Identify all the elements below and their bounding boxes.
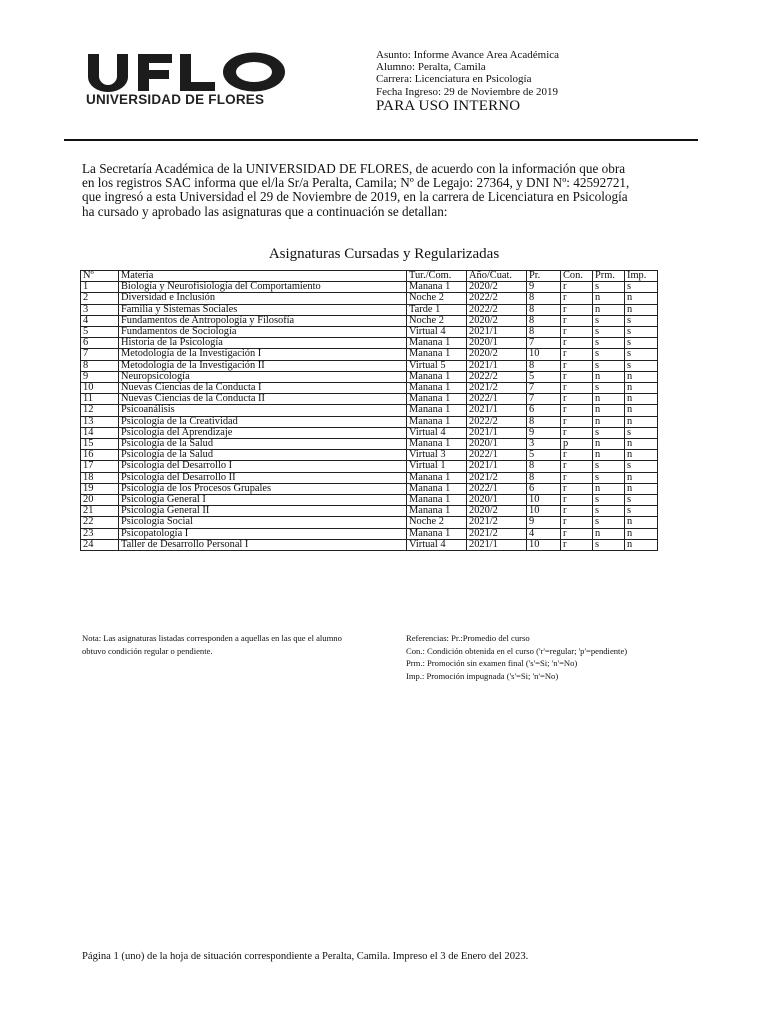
table-cell: 9 [527, 517, 561, 528]
table-cell: r [561, 371, 593, 382]
table-cell: 16 [81, 450, 119, 461]
table-cell: n [625, 383, 658, 394]
table-cell: 2020/2 [467, 282, 527, 293]
table-cell: Virtual 4 [407, 539, 467, 550]
table-cell: r [561, 517, 593, 528]
table-cell: 3 [527, 439, 561, 450]
fecha-ingreso-line: Fecha Ingreso: 29 de Noviembre de 2019 [376, 85, 559, 98]
table-cell: Metodología de la Investigación I [119, 349, 407, 360]
column-header: Prm. [593, 271, 625, 282]
table-cell: 10 [527, 349, 561, 360]
table-cell: 2021/1 [467, 427, 527, 438]
table-cell: Manana 1 [407, 349, 467, 360]
table-row [81, 327, 658, 338]
intro-line-3: que ingresó a esta Universidad el 29 de Noviembre de 2019, en la carrera de Licenciatura en Psicología [82, 189, 628, 205]
table-cell: Virtual 3 [407, 450, 467, 461]
table-cell: n [625, 304, 658, 315]
table-cell: s [625, 360, 658, 371]
table-cell: Manana 1 [407, 338, 467, 349]
table-row [81, 349, 658, 360]
table-cell: 7 [527, 338, 561, 349]
table-cell: Diversidad e Inclusión [119, 293, 407, 304]
table-cell: 9 [81, 371, 119, 382]
table-cell: s [625, 461, 658, 472]
table-cell: s [593, 461, 625, 472]
reference-pr: Referencias: Pr.:Promedio del curso [406, 633, 530, 643]
table-cell: Manana 1 [407, 405, 467, 416]
table-cell: 22 [81, 517, 119, 528]
table-cell: s [593, 360, 625, 371]
table-cell: n [593, 405, 625, 416]
table-cell: r [561, 495, 593, 506]
table-cell: 20 [81, 495, 119, 506]
table-cell: 8 [527, 315, 561, 326]
table-cell: n [593, 394, 625, 405]
table-cell: s [625, 282, 658, 293]
table-cell: 15 [81, 439, 119, 450]
table-cell: 23 [81, 528, 119, 539]
table-cell: s [593, 517, 625, 528]
table-cell: 2021/2 [467, 517, 527, 528]
reference-con: Con.: Condición obtenida en el curso ('r'=regular; 'p'=pendiente) [406, 645, 628, 656]
table-cell: 2022/2 [467, 304, 527, 315]
table-cell: Psicología de la Creatividad [119, 416, 407, 427]
note-line-1: Nota: Las asignaturas listadas corresponden a aquellas en las que el alumno [82, 633, 342, 643]
table-cell: Psicología del Desarrollo I [119, 461, 407, 472]
table-cell: Virtual 4 [407, 427, 467, 438]
table-cell: s [625, 315, 658, 326]
table-cell: s [593, 495, 625, 506]
table-cell: n [625, 416, 658, 427]
university-logo [86, 52, 292, 107]
table-cell: 18 [81, 472, 119, 483]
table-row [81, 517, 658, 528]
table-cell: 2021/1 [467, 405, 527, 416]
table-row [81, 282, 658, 293]
table-cell: s [625, 495, 658, 506]
table-cell: n [625, 528, 658, 539]
table-cell: r [561, 383, 593, 394]
table-cell: n [625, 405, 658, 416]
table-cell: 9 [527, 427, 561, 438]
reference-imp: Imp.: Promoción impugnada ('s'=Si; 'n'=No) [406, 670, 559, 681]
table-cell: r [561, 282, 593, 293]
intro-paragraph [82, 162, 722, 219]
table-cell: Psicología de la Salud [119, 450, 407, 461]
table-cell: Manana 1 [407, 483, 467, 494]
table-cell: Virtual 5 [407, 360, 467, 371]
table-cell: 2020/2 [467, 506, 527, 517]
table-cell: n [625, 439, 658, 450]
table-cell: Psicología del Aprendizaje [119, 427, 407, 438]
table-cell: 11 [81, 394, 119, 405]
table-cell: s [593, 338, 625, 349]
table-cell: 2022/2 [467, 293, 527, 304]
note-line-2: obtuvo condición regular o pendiente. [82, 646, 213, 656]
table-cell: n [593, 416, 625, 427]
table-row [81, 461, 658, 472]
table-cell: 6 [527, 483, 561, 494]
table-cell: 8 [81, 360, 119, 371]
report-metadata [376, 49, 559, 98]
table-cell: 12 [81, 405, 119, 416]
table-cell: n [625, 539, 658, 550]
table-cell: s [625, 349, 658, 360]
carrera-line: Carrera: Licenciatura en Psicología [376, 73, 532, 86]
logo-subtitle: UNIVERSIDAD DE FLORES [86, 92, 265, 107]
table-cell: r [561, 506, 593, 517]
table-cell: r [561, 293, 593, 304]
uflo-wordmark-logo [86, 52, 292, 92]
table-cell: Noche 2 [407, 517, 467, 528]
table-cell: r [561, 472, 593, 483]
table-cell: n [593, 293, 625, 304]
table-cell: s [625, 327, 658, 338]
table-cell: 8 [527, 461, 561, 472]
table-cell: 2020/1 [467, 495, 527, 506]
table-cell: s [593, 539, 625, 550]
table-cell: 24 [81, 539, 119, 550]
table-cell: 5 [527, 371, 561, 382]
table-cell: 1 [81, 282, 119, 293]
note [82, 632, 392, 658]
table-cell: 2021/2 [467, 472, 527, 483]
table-cell: Psicología del Desarrollo II [119, 472, 407, 483]
table-cell: 8 [527, 327, 561, 338]
table-cell: 2021/1 [467, 327, 527, 338]
table-cell: 2022/2 [467, 416, 527, 427]
table-row [81, 472, 658, 483]
table-cell: Manana 1 [407, 383, 467, 394]
table-cell: n [625, 293, 658, 304]
table-row [81, 495, 658, 506]
table-cell: r [561, 315, 593, 326]
table-cell: Psicología General II [119, 506, 407, 517]
table-cell: 8 [527, 293, 561, 304]
table-cell: Neuropsicología [119, 371, 407, 382]
table-cell: r [561, 483, 593, 494]
table-cell: 21 [81, 506, 119, 517]
table-cell: 8 [527, 304, 561, 315]
table-cell: 3 [81, 304, 119, 315]
table-cell: 2020/2 [467, 349, 527, 360]
table-cell: Manana 1 [407, 472, 467, 483]
internal-use-label: PARA USO INTERNO [376, 98, 521, 114]
table-cell: n [593, 528, 625, 539]
table-cell: Psicopatología I [119, 528, 407, 539]
table-row [81, 439, 658, 450]
table-cell: 9 [527, 282, 561, 293]
column-header: Materia [119, 271, 407, 282]
table-cell: Manana 1 [407, 528, 467, 539]
table-row [81, 371, 658, 382]
table-cell: 6 [81, 338, 119, 349]
table-cell: r [561, 450, 593, 461]
intro-line-2: en los registros SAC informa que el/la Sr/a Peralta, Camila; Nº de Legajo: 27364, y DNI Nº: 42592721, [82, 175, 630, 191]
table-cell: Psicología de la Salud [119, 439, 407, 450]
table-cell: s [593, 472, 625, 483]
table-cell: 2020/1 [467, 439, 527, 450]
table-cell: 4 [81, 315, 119, 326]
column-header: Nº [81, 271, 119, 282]
table-cell: n [593, 371, 625, 382]
table-cell: 19 [81, 483, 119, 494]
table-row [81, 394, 658, 405]
table-cell: s [593, 506, 625, 517]
table-cell: Tarde 1 [407, 304, 467, 315]
table-cell: n [625, 371, 658, 382]
table-row [81, 360, 658, 371]
table-cell: s [593, 349, 625, 360]
table-cell: 2021/1 [467, 539, 527, 550]
table-cell: 8 [527, 472, 561, 483]
table-cell: Biología y Neurofisiología del Comportamiento [119, 282, 407, 293]
table-cell: 10 [527, 506, 561, 517]
table-cell: s [593, 427, 625, 438]
table-cell: 14 [81, 427, 119, 438]
table-cell: 2022/1 [467, 450, 527, 461]
table-cell: 10 [527, 539, 561, 550]
table-cell: Familia y Sistemas Sociales [119, 304, 407, 315]
table-cell: 10 [81, 383, 119, 394]
table-cell: s [593, 327, 625, 338]
column-header: Pr. [527, 271, 561, 282]
column-header: Año/Cuat. [467, 271, 527, 282]
table-cell: r [561, 304, 593, 315]
table-row [81, 293, 658, 304]
table-cell: Manana 1 [407, 416, 467, 427]
table-cell: 2020/2 [467, 315, 527, 326]
table-cell: n [593, 450, 625, 461]
table-cell: r [561, 427, 593, 438]
table-cell: 8 [527, 360, 561, 371]
table-row [81, 405, 658, 416]
table-cell: 8 [527, 416, 561, 427]
table-cell: r [561, 349, 593, 360]
table-cell: n [625, 450, 658, 461]
table-cell: Manana 1 [407, 371, 467, 382]
references [406, 632, 627, 682]
table-cell: r [561, 338, 593, 349]
table-cell: Historia de la Psicología [119, 338, 407, 349]
table-cell: r [561, 405, 593, 416]
table-cell: 2021/1 [467, 461, 527, 472]
table-cell: Manana 1 [407, 439, 467, 450]
table-cell: Psicología de los Procesos Grupales [119, 483, 407, 494]
table-cell: Manana 1 [407, 282, 467, 293]
subjects-table [80, 270, 658, 551]
table-cell: s [593, 383, 625, 394]
column-header: Tur./Com. [407, 271, 467, 282]
table-cell: Manana 1 [407, 394, 467, 405]
table-cell: n [593, 304, 625, 315]
table-row [81, 383, 658, 394]
table-cell: n [593, 439, 625, 450]
table-cell: 6 [527, 405, 561, 416]
table-cell: Manana 1 [407, 495, 467, 506]
table-row [81, 427, 658, 438]
table-cell: Manana 1 [407, 506, 467, 517]
table-row [81, 450, 658, 461]
table-cell: Psicología General I [119, 495, 407, 506]
intro-line-4: ha cursado y aprobado las asignaturas que a continuación se detallan: [82, 203, 448, 219]
table-cell: Virtual 4 [407, 327, 467, 338]
table-cell: 2020/1 [467, 338, 527, 349]
table-cell: r [561, 360, 593, 371]
table-cell: 5 [527, 450, 561, 461]
table-cell: 7 [81, 349, 119, 360]
table-cell: r [561, 528, 593, 539]
table-cell: n [593, 483, 625, 494]
table-cell: 7 [527, 394, 561, 405]
table-row [81, 315, 658, 326]
table-cell: 2 [81, 293, 119, 304]
table-cell: p [561, 439, 593, 450]
table-cell: s [625, 427, 658, 438]
table-cell: Nuevas Ciencias de la Conducta I [119, 383, 407, 394]
table-cell: r [561, 461, 593, 472]
table-cell: s [593, 315, 625, 326]
table-cell: n [625, 483, 658, 494]
subjects-table-body [81, 271, 658, 551]
table-row [81, 483, 658, 494]
alumno-line: Alumno: Peralta, Camila [376, 61, 486, 74]
table-cell: 2021/2 [467, 383, 527, 394]
table-cell: Fundamentos de Sociología [119, 327, 407, 338]
reference-prm: Prm.: Promoción sin examen final ('s'=Si; 'n'=No) [406, 658, 578, 669]
table-cell: Fundamentos de Antropología y Filosofía [119, 315, 407, 326]
table-title: Asignaturas Cursadas y Regularizadas [268, 246, 500, 262]
table-row [81, 528, 658, 539]
table-cell: Psicología Social [119, 517, 407, 528]
table-cell: Virtual 1 [407, 461, 467, 472]
table-cell: Noche 2 [407, 315, 467, 326]
table-cell: n [625, 517, 658, 528]
column-header: Con. [561, 271, 593, 282]
table-cell: r [561, 327, 593, 338]
table-cell: 2021/2 [467, 528, 527, 539]
table-row [81, 416, 658, 427]
table-cell: 2022/1 [467, 394, 527, 405]
table-cell: Metodología de la Investigación II [119, 360, 407, 371]
intro-line-1: La Secretaría Académica de la UNIVERSIDAD DE FLORES, de acuerdo con la información que obra [82, 161, 626, 176]
table-cell: Noche 2 [407, 293, 467, 304]
table-cell: 2022/1 [467, 483, 527, 494]
table-cell: Psicoanálisis [119, 405, 407, 416]
table-cell: 17 [81, 461, 119, 472]
table-cell: n [625, 394, 658, 405]
table-cell: 5 [81, 327, 119, 338]
table-cell: r [561, 416, 593, 427]
table-header-row [81, 271, 658, 282]
header-divider [64, 139, 698, 141]
table-cell: 2021/1 [467, 360, 527, 371]
table-cell: n [625, 472, 658, 483]
table-cell: r [561, 394, 593, 405]
table-cell: s [593, 282, 625, 293]
table-cell: 13 [81, 416, 119, 427]
table-cell: r [561, 539, 593, 550]
table-row [81, 539, 658, 550]
table-row [81, 506, 658, 517]
table-cell: 4 [527, 528, 561, 539]
page-footer: Página 1 (uno) de la hoja de situación correspondiente a Peralta, Camila. Impreso el 3 de Enero del 2023. [82, 951, 529, 962]
table-row [81, 338, 658, 349]
table-cell: Taller de Desarrollo Personal I [119, 539, 407, 550]
column-header: Imp. [625, 271, 658, 282]
table-cell: 2022/2 [467, 371, 527, 382]
asunto-line: Asunto: Informe Avance Area Académica [376, 49, 560, 61]
table-row [81, 304, 658, 315]
table-cell: 7 [527, 383, 561, 394]
table-cell: s [625, 506, 658, 517]
table-cell: Nuevas Ciencias de la Conducta II [119, 394, 407, 405]
table-cell: 10 [527, 495, 561, 506]
table-cell: s [625, 338, 658, 349]
